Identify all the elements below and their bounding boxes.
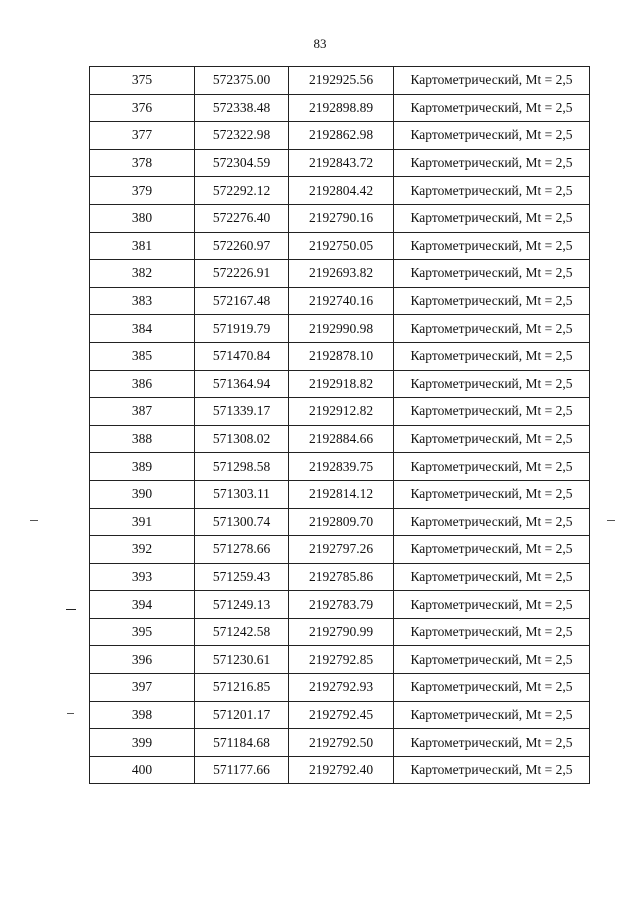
coordinates-table <box>89 66 590 784</box>
x-coordinate-cell: 571249.13 <box>195 591 289 619</box>
y-coordinate-cell: 2192785.86 <box>289 563 394 591</box>
method-cell: Картометрический, Mt = 2,5 <box>394 342 590 370</box>
page-number: 83 <box>313 36 327 51</box>
x-coordinate-cell: 571300.74 <box>195 508 289 536</box>
table-row <box>90 260 590 288</box>
method-cell: Картометрический, Mt = 2,5 <box>394 618 590 646</box>
x-coordinate-cell: 571303.11 <box>195 480 289 508</box>
y-coordinate-cell: 2192740.16 <box>289 287 394 315</box>
x-coordinate-cell: 572276.40 <box>195 204 289 232</box>
coordinates-table-body <box>90 67 590 784</box>
table-row <box>90 122 590 150</box>
table-row <box>90 149 590 177</box>
table-row <box>90 232 590 260</box>
method-cell: Картометрический, Mt = 2,5 <box>394 315 590 343</box>
y-coordinate-cell: 2192990.98 <box>289 315 394 343</box>
table-row <box>90 591 590 619</box>
point-number-cell: 383 <box>90 287 195 315</box>
table-row <box>90 646 590 674</box>
x-coordinate-cell: 571339.17 <box>195 398 289 426</box>
method-cell: Картометрический, Mt = 2,5 <box>394 756 590 784</box>
point-number-cell: 400 <box>90 756 195 784</box>
x-coordinate-cell: 571364.94 <box>195 370 289 398</box>
x-coordinate-cell: 571308.02 <box>195 425 289 453</box>
method-cell: Картометрический, Mt = 2,5 <box>394 122 590 150</box>
point-number-cell: 393 <box>90 563 195 591</box>
point-number-cell: 389 <box>90 453 195 481</box>
x-coordinate-cell: 572226.91 <box>195 260 289 288</box>
y-coordinate-cell: 2192918.82 <box>289 370 394 398</box>
y-coordinate-cell: 2192809.70 <box>289 508 394 536</box>
y-coordinate-cell: 2192792.93 <box>289 674 394 702</box>
point-number-cell: 375 <box>90 67 195 95</box>
y-coordinate-cell: 2192790.99 <box>289 618 394 646</box>
point-number-cell: 395 <box>90 618 195 646</box>
y-coordinate-cell: 2192925.56 <box>289 67 394 95</box>
y-coordinate-cell: 2192884.66 <box>289 425 394 453</box>
table-row <box>90 315 590 343</box>
method-cell: Картометрический, Mt = 2,5 <box>394 674 590 702</box>
table-row <box>90 453 590 481</box>
y-coordinate-cell: 2192792.45 <box>289 701 394 729</box>
table-row <box>90 536 590 564</box>
point-number-cell: 387 <box>90 398 195 426</box>
point-number-cell: 394 <box>90 591 195 619</box>
method-cell: Картометрический, Mt = 2,5 <box>394 480 590 508</box>
table-row <box>90 425 590 453</box>
table-row <box>90 287 590 315</box>
scan-mark <box>30 520 38 521</box>
x-coordinate-cell: 571177.66 <box>195 756 289 784</box>
method-cell: Картометрический, Mt = 2,5 <box>394 453 590 481</box>
method-cell: Картометрический, Mt = 2,5 <box>394 425 590 453</box>
method-cell: Картометрический, Mt = 2,5 <box>394 232 590 260</box>
method-cell: Картометрический, Mt = 2,5 <box>394 563 590 591</box>
method-cell: Картометрический, Mt = 2,5 <box>394 591 590 619</box>
table-row <box>90 729 590 757</box>
table-row <box>90 94 590 122</box>
x-coordinate-cell: 571470.84 <box>195 342 289 370</box>
y-coordinate-cell: 2192750.05 <box>289 232 394 260</box>
point-number-cell: 382 <box>90 260 195 288</box>
point-number-cell: 398 <box>90 701 195 729</box>
y-coordinate-cell: 2192878.10 <box>289 342 394 370</box>
y-coordinate-cell: 2192839.75 <box>289 453 394 481</box>
method-cell: Картометрический, Mt = 2,5 <box>394 701 590 729</box>
scan-mark <box>67 713 74 714</box>
method-cell: Картометрический, Mt = 2,5 <box>394 398 590 426</box>
table-row <box>90 370 590 398</box>
point-number-cell: 388 <box>90 425 195 453</box>
table-row <box>90 204 590 232</box>
x-coordinate-cell: 571242.58 <box>195 618 289 646</box>
method-cell: Картометрический, Mt = 2,5 <box>394 204 590 232</box>
point-number-cell: 381 <box>90 232 195 260</box>
y-coordinate-cell: 2192792.40 <box>289 756 394 784</box>
table-row <box>90 618 590 646</box>
method-cell: Картометрический, Mt = 2,5 <box>394 149 590 177</box>
method-cell: Картометрический, Mt = 2,5 <box>394 260 590 288</box>
table-row <box>90 342 590 370</box>
x-coordinate-cell: 571201.17 <box>195 701 289 729</box>
y-coordinate-cell: 2192912.82 <box>289 398 394 426</box>
table-row <box>90 67 590 95</box>
method-cell: Картометрический, Mt = 2,5 <box>394 67 590 95</box>
x-coordinate-cell: 572292.12 <box>195 177 289 205</box>
point-number-cell: 396 <box>90 646 195 674</box>
x-coordinate-cell: 571919.79 <box>195 315 289 343</box>
method-cell: Картометрический, Mt = 2,5 <box>394 536 590 564</box>
method-cell: Картометрический, Mt = 2,5 <box>394 94 590 122</box>
x-coordinate-cell: 572167.48 <box>195 287 289 315</box>
table-row <box>90 756 590 784</box>
y-coordinate-cell: 2192898.89 <box>289 94 394 122</box>
x-coordinate-cell: 571230.61 <box>195 646 289 674</box>
point-number-cell: 391 <box>90 508 195 536</box>
point-number-cell: 377 <box>90 122 195 150</box>
y-coordinate-cell: 2192790.16 <box>289 204 394 232</box>
point-number-cell: 390 <box>90 480 195 508</box>
point-number-cell: 384 <box>90 315 195 343</box>
point-number-cell: 386 <box>90 370 195 398</box>
point-number-cell: 379 <box>90 177 195 205</box>
y-coordinate-cell: 2192783.79 <box>289 591 394 619</box>
method-cell: Картометрический, Mt = 2,5 <box>394 287 590 315</box>
y-coordinate-cell: 2192693.82 <box>289 260 394 288</box>
point-number-cell: 397 <box>90 674 195 702</box>
x-coordinate-cell: 571278.66 <box>195 536 289 564</box>
x-coordinate-cell: 572375.00 <box>195 67 289 95</box>
x-coordinate-cell: 571184.68 <box>195 729 289 757</box>
point-number-cell: 378 <box>90 149 195 177</box>
y-coordinate-cell: 2192804.42 <box>289 177 394 205</box>
x-coordinate-cell: 572322.98 <box>195 122 289 150</box>
table-row <box>90 674 590 702</box>
table-row <box>90 177 590 205</box>
y-coordinate-cell: 2192792.85 <box>289 646 394 674</box>
method-cell: Картометрический, Mt = 2,5 <box>394 177 590 205</box>
method-cell: Картометрический, Mt = 2,5 <box>394 370 590 398</box>
x-coordinate-cell: 572260.97 <box>195 232 289 260</box>
y-coordinate-cell: 2192843.72 <box>289 149 394 177</box>
y-coordinate-cell: 2192814.12 <box>289 480 394 508</box>
x-coordinate-cell: 571259.43 <box>195 563 289 591</box>
table-row <box>90 480 590 508</box>
scan-mark <box>66 609 76 610</box>
method-cell: Картометрический, Mt = 2,5 <box>394 729 590 757</box>
x-coordinate-cell: 572304.59 <box>195 149 289 177</box>
table-row <box>90 701 590 729</box>
point-number-cell: 399 <box>90 729 195 757</box>
x-coordinate-cell: 571298.58 <box>195 453 289 481</box>
point-number-cell: 376 <box>90 94 195 122</box>
y-coordinate-cell: 2192797.26 <box>289 536 394 564</box>
x-coordinate-cell: 572338.48 <box>195 94 289 122</box>
point-number-cell: 385 <box>90 342 195 370</box>
scan-mark <box>607 520 615 521</box>
y-coordinate-cell: 2192792.50 <box>289 729 394 757</box>
y-coordinate-cell: 2192862.98 <box>289 122 394 150</box>
table-row <box>90 563 590 591</box>
method-cell: Картометрический, Mt = 2,5 <box>394 646 590 674</box>
table-row <box>90 398 590 426</box>
point-number-cell: 380 <box>90 204 195 232</box>
method-cell: Картометрический, Mt = 2,5 <box>394 508 590 536</box>
point-number-cell: 392 <box>90 536 195 564</box>
x-coordinate-cell: 571216.85 <box>195 674 289 702</box>
table-row <box>90 508 590 536</box>
